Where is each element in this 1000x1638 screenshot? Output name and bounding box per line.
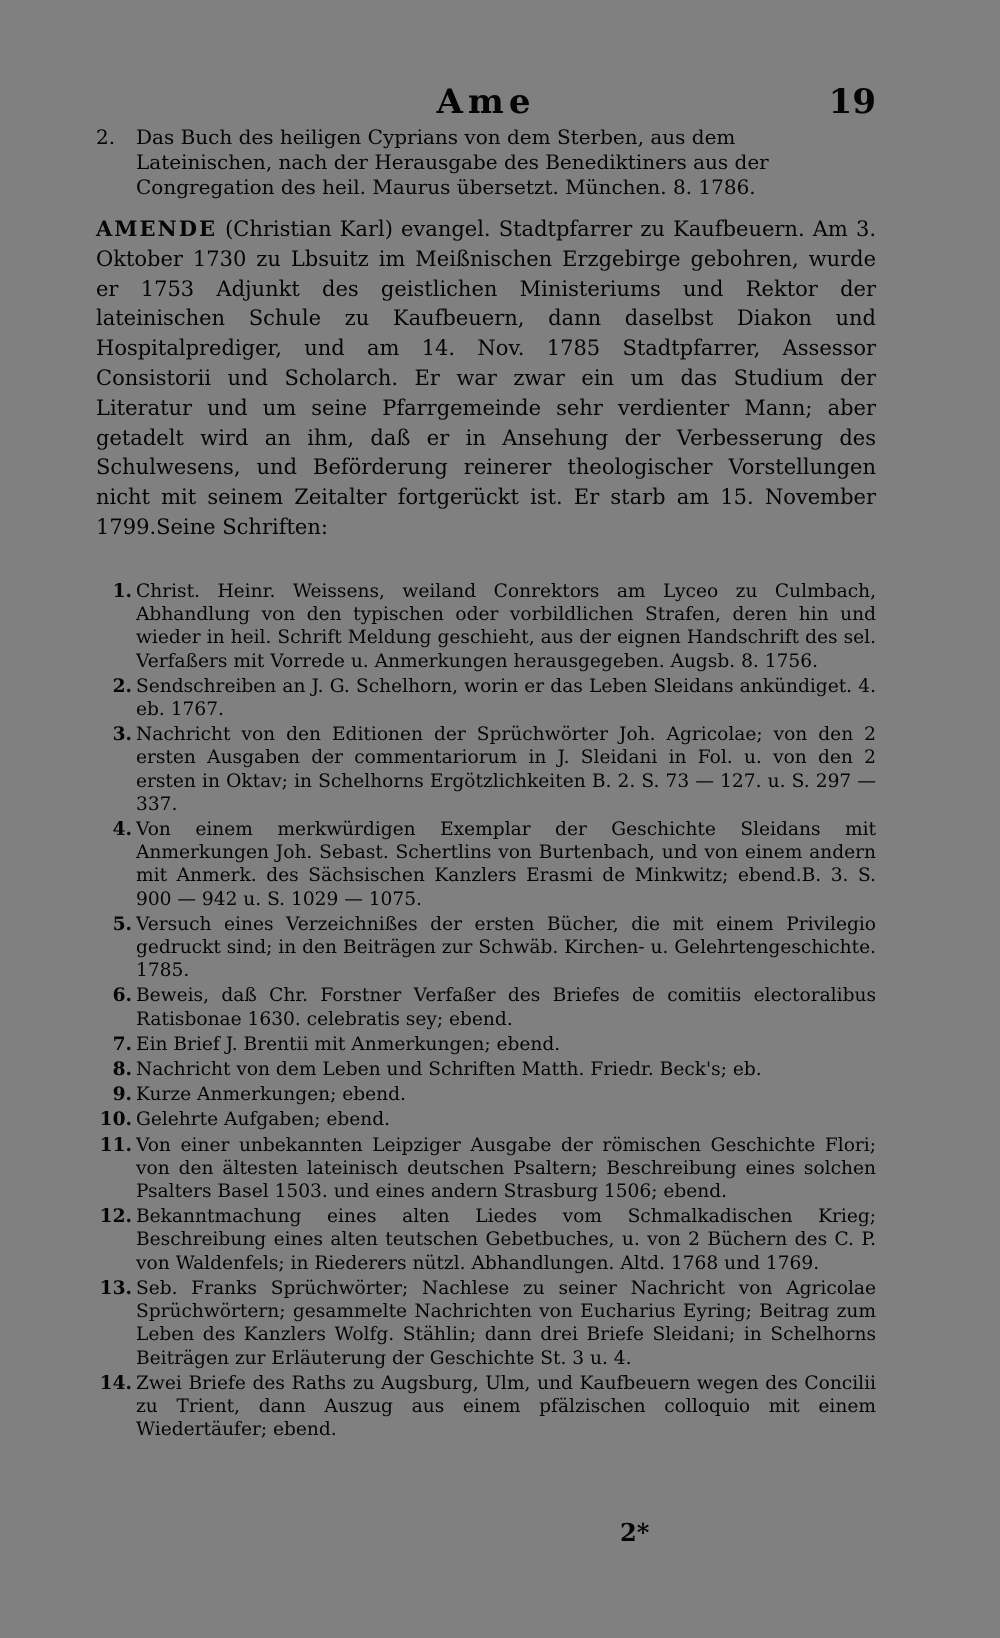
work-text: Versuch eines Verzeichnißes der ersten Bücher, die mit einem Privilegio gedruckt sind; in den Beiträgen zur Schwäb. Kirchen- u. Gelehrtengeschichte. 1785.: [136, 913, 876, 982]
work-text: Gelehrte Aufgaben; ebend.: [136, 1109, 391, 1131]
work-item: [96, 913, 876, 983]
work-number: 4.: [112, 819, 132, 841]
work-item: [96, 1108, 876, 1131]
continued-entry: [96, 125, 876, 200]
work-item: [96, 723, 876, 816]
work-number: 9.: [112, 1084, 132, 1106]
work-number: 1.: [112, 581, 132, 602]
work-number: 5.: [112, 913, 132, 935]
entry-text: Das Buch des heiligen Cyprians von dem Sterben, aus dem Lateinischen, nach der Herausgabe des Benediktiners aus der Congregation des heil. Maurus übersetzt. München. 8. 1786.: [136, 125, 769, 199]
work-item: [96, 1134, 876, 1204]
work-text: Zwei Briefe des Raths zu Augsburg, Ulm, und Kaufbeuern wegen des Concilii zu Trient, dann Auszug aus einem pfälzischen colloquio mit einem Wiedertäufer; ebend.: [136, 1372, 876, 1441]
work-text: Beweis, daß Chr. Forstner Verfaßer des Briefes de comitiis electoralibus Ratisbonae 1630. celebratis sey; ebend.: [136, 985, 876, 1030]
work-item: [96, 984, 876, 1030]
work-item: [96, 818, 876, 911]
running-head: Ame: [436, 82, 536, 122]
work-number: 13.: [99, 1277, 132, 1299]
work-text: Sendschreiben an J. G. Schelhorn, worin er das Leben Sleidans ankündiget. 4. eb. 1767.: [136, 675, 876, 721]
work-text: Nachricht von den Editionen der Sprüchwörter Joh. Agricolae; von den 2 ersten Ausgaben der commentariorum in J. Sleidani in Fol. u. von den 2 ersten in Oktav; in Schelhorns Ergötzlichkeiten B. 2. S. 73 — 127. u. S. 297 — 337.: [136, 724, 876, 815]
biography-text: (Christian Karl) evangel. Stadtpfarrer zu Kaufbeuern. Am 3. Oktober 1730 zu Lbsuitz im Meißnischen Erzgebirge gebohren, wurde er 1753 Adjunkt des geistlichen Ministeriums und Rektor der lateinischen Schule zu Kaufbeuern, dann daselbst Diakon und Hospitalprediger, und am 14. Nov. 1785 Stadtpfarrer, Assessor Consistorii und Scholarch. Er war zwar ein um das Studium der Literatur und um seine Pfarrgemeinde sehr verdienter Mann; aber getadelt wird an ihm, daß er in Ansehung der Verbesserung des Schulwesens, und Beförderung reinerer theologischer Vorstellungen nicht mit seinem Zeitalter fortgerückt ist. Er starb am 15. November 1799.Seine Schriften:: [96, 217, 876, 539]
work-number: 12.: [99, 1206, 132, 1228]
work-number: 3.: [112, 724, 132, 746]
work-text: Nachricht von dem Leben und Schriften Matth. Friedr. Beck's; eb.: [136, 1059, 762, 1081]
work-number: 7.: [112, 1033, 132, 1055]
work-number: 6.: [112, 985, 132, 1007]
work-item: [96, 1205, 876, 1275]
work-number: 14.: [99, 1372, 132, 1394]
work-item: [96, 1033, 876, 1056]
entry-number: 2.: [96, 125, 116, 149]
work-text: Bekanntmachung eines alten Liedes vom Schmalkadischen Krieg; Beschreibung eines alten teutschen Gebetbuches, u. von 2 Büchern des C. P. von Waldenfels; in Riederers nützl. Abhandlungen. Altd. 1768 und 1769.: [136, 1206, 876, 1274]
work-number: 2.: [112, 675, 132, 697]
page-header: [96, 82, 876, 126]
work-number: 11.: [99, 1134, 132, 1156]
work-text: Von einer unbekannten Leipziger Ausgabe der römischen Geschichte Flori; von den ältesten lateinisch deutschen Psaltern; Beschreibung eines solchen Psalters Basel 1503. und eines andern Strasburg 1506; ebend.: [136, 1134, 876, 1203]
work-text: Kurze Anmerkungen; ebend.: [136, 1084, 406, 1106]
work-text: Ein Brief J. Brentii mit Anmerkungen; ebend.: [136, 1033, 561, 1055]
work-item: [96, 675, 876, 721]
work-number: 10.: [99, 1109, 132, 1131]
works-list: [96, 580, 876, 1443]
work-item: [96, 1277, 876, 1370]
work-item: [96, 1058, 876, 1081]
work-text: Christ. Heinr. Weissens, weiland Conrektors am Lyceo zu Culmbach, Abhandlung von den typischen oder vorbildlichen Strafen, deren hin und wieder in heil. Schrift Meldung geschieht, aus der eignen Handschrift des sel. Verfaßers mit Vorrede u. Anmerkungen herausgegeben. Augsb. 8. 1756.: [136, 581, 876, 672]
work-text: Seb. Franks Sprüchwörter; Nachlese zu seiner Nachricht von Agricolae Sprüchwörtern; gesammelte Nachrichten von Eucharius Eyring; Beitrag zum Leben des Kanzlers Wolfg. Stählin; dann drei Briefe Sleidani; in Schelhorns Beiträgen zur Erläuterung der Geschichte St. 3 u. 4.: [136, 1277, 876, 1369]
signature-mark: 2*: [620, 1518, 650, 1547]
page-number: 19: [828, 82, 876, 122]
work-text: Von einem merkwürdigen Exemplar der Geschichte Sleidans mit Anmerkungen Joh. Sebast. Schertlins von Burtenbach, und von einem andern mit Anmerk. des Sächsischen Kanzlers Erasmi de Minkwitz; ebend.B. 3. S. 900 — 942 u. S. 1029 — 1075.: [136, 819, 876, 910]
work-item: [96, 580, 876, 673]
work-item: [96, 1083, 876, 1106]
work-item: [96, 1372, 876, 1442]
work-number: 8.: [112, 1059, 132, 1081]
biography-name: AMENDE: [96, 216, 217, 241]
biography-entry: [96, 214, 876, 543]
